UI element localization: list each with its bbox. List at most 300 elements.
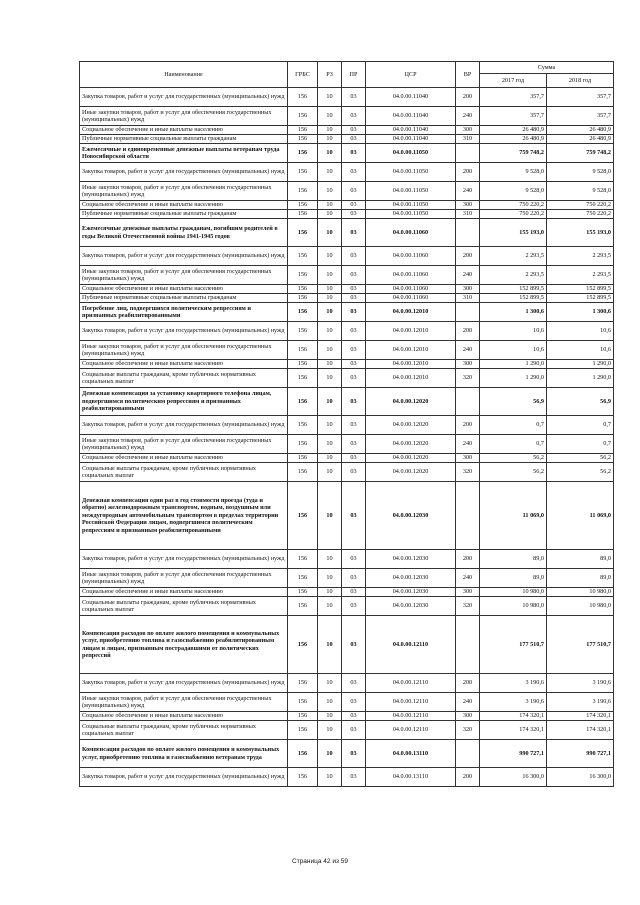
cell-pr: 03 — [342, 322, 366, 341]
cell-sum-2018: 56,2 — [547, 463, 614, 482]
cell-rz: 10 — [318, 712, 342, 721]
table-row — [80, 294, 614, 303]
cell-csr: 04.0.00.12030 — [366, 597, 456, 616]
cell-sum-2018: 174 320,1 — [547, 712, 614, 721]
cell-vr — [456, 303, 480, 322]
cell-name: Закупка товаров, работ и услуг для государственных (муниципальных) нужд — [80, 247, 288, 266]
cell-name: Социальное обеспечение и иные выплаты населению — [80, 712, 288, 721]
cell-sum-2017: 16 300,0 — [480, 768, 547, 787]
cell-rz: 10 — [318, 569, 342, 588]
cell-csr: 04.0.00.11050 — [366, 210, 456, 219]
cell-pr: 03 — [342, 303, 366, 322]
cell-name: Иные закупки товаров, работ и услуг для обеспечения государственных (муниципальных) нужд — [80, 569, 288, 588]
cell-grbs: 156 — [288, 135, 318, 144]
cell-name: Социальное обеспечение и иные выплаты населению — [80, 588, 288, 597]
cell-sum-2018: 0,7 — [547, 435, 614, 454]
cell-csr: 04.0.00.11040 — [366, 135, 456, 144]
cell-pr: 03 — [342, 721, 366, 740]
cell-csr: 04.0.00.12020 — [366, 416, 456, 435]
cell-sum-2018: 750 220,2 — [547, 210, 614, 219]
cell-sum-2018: 11 069,0 — [547, 482, 614, 550]
cell-csr: 04.0.00.11040 — [366, 107, 456, 126]
cell-sum-2017: 1 290,0 — [480, 360, 547, 369]
cell-sum-2017: 10,6 — [480, 341, 547, 360]
cell-vr — [456, 740, 480, 768]
table-row — [80, 322, 614, 341]
cell-rz: 10 — [318, 144, 342, 163]
cell-sum-2017: 2 293,5 — [480, 266, 547, 285]
cell-pr: 03 — [342, 482, 366, 550]
cell-pr: 03 — [342, 588, 366, 597]
cell-pr: 03 — [342, 135, 366, 144]
cell-sum-2017: 3 190,6 — [480, 674, 547, 693]
cell-rz: 10 — [318, 163, 342, 182]
table-row — [80, 740, 614, 768]
cell-grbs: 156 — [288, 144, 318, 163]
cell-rz: 10 — [318, 482, 342, 550]
cell-sum-2017: 10,6 — [480, 322, 547, 341]
cell-pr: 03 — [342, 550, 366, 569]
cell-pr: 03 — [342, 266, 366, 285]
cell-rz: 10 — [318, 388, 342, 416]
cell-grbs: 156 — [288, 322, 318, 341]
cell-csr: 04.0.00.13110 — [366, 768, 456, 787]
cell-vr: 300 — [456, 285, 480, 294]
cell-grbs: 156 — [288, 463, 318, 482]
table-row — [80, 674, 614, 693]
cell-grbs: 156 — [288, 674, 318, 693]
cell-vr: 320 — [456, 597, 480, 616]
cell-grbs: 156 — [288, 435, 318, 454]
cell-csr: 04.0.00.11050 — [366, 144, 456, 163]
cell-rz: 10 — [318, 597, 342, 616]
cell-sum-2017: 11 069,0 — [480, 482, 547, 550]
cell-vr: 200 — [456, 322, 480, 341]
cell-vr: 300 — [456, 201, 480, 210]
cell-rz: 10 — [318, 182, 342, 201]
table-row — [80, 369, 614, 388]
cell-name: Закупка товаров, работ и услуг для государственных (муниципальных) нужд — [80, 550, 288, 569]
cell-csr: 04.0.00.11060 — [366, 247, 456, 266]
table-body — [80, 88, 614, 787]
cell-grbs: 156 — [288, 712, 318, 721]
header-vr: ВР — [456, 62, 480, 88]
cell-sum-2018: 9 528,0 — [547, 163, 614, 182]
table-row — [80, 454, 614, 463]
cell-pr: 03 — [342, 107, 366, 126]
cell-sum-2017: 357,7 — [480, 88, 547, 107]
cell-pr: 03 — [342, 674, 366, 693]
cell-grbs: 156 — [288, 285, 318, 294]
cell-pr: 03 — [342, 597, 366, 616]
cell-pr: 03 — [342, 768, 366, 787]
cell-vr: 240 — [456, 182, 480, 201]
cell-name: Компенсация расходов по оплате жилого помещения и коммунальных услуг, приобретению топлива и газоснабжению реабилитированным лицам и лицам, признанным пострадавшими от политических репрессий — [80, 616, 288, 674]
cell-vr: 320 — [456, 721, 480, 740]
cell-csr: 04.0.00.12110 — [366, 616, 456, 674]
cell-rz: 10 — [318, 588, 342, 597]
cell-rz: 10 — [318, 247, 342, 266]
cell-pr: 03 — [342, 740, 366, 768]
cell-sum-2018: 10 980,0 — [547, 597, 614, 616]
cell-name: Социальные выплаты гражданам, кроме публичных нормативных социальных выплат — [80, 721, 288, 740]
cell-csr: 04.0.00.12020 — [366, 388, 456, 416]
cell-sum-2017: 0,7 — [480, 435, 547, 454]
cell-sum-2018: 155 193,0 — [547, 219, 614, 247]
cell-grbs: 156 — [288, 768, 318, 787]
cell-sum-2017: 10 980,0 — [480, 588, 547, 597]
cell-csr: 04.0.00.12020 — [366, 435, 456, 454]
table-row — [80, 360, 614, 369]
cell-grbs: 156 — [288, 107, 318, 126]
cell-pr: 03 — [342, 341, 366, 360]
cell-name: Социальное обеспечение и иные выплаты населению — [80, 360, 288, 369]
cell-pr: 03 — [342, 219, 366, 247]
table-row — [80, 693, 614, 712]
cell-sum-2018: 357,7 — [547, 88, 614, 107]
cell-rz: 10 — [318, 201, 342, 210]
cell-name: Социальные выплаты гражданам, кроме публичных нормативных социальных выплат — [80, 597, 288, 616]
cell-vr: 240 — [456, 341, 480, 360]
cell-name: Иные закупки товаров, работ и услуг для обеспечения государственных (муниципальных) нужд — [80, 341, 288, 360]
cell-rz: 10 — [318, 219, 342, 247]
cell-grbs: 156 — [288, 266, 318, 285]
cell-sum-2017: 1 290,0 — [480, 369, 547, 388]
cell-name: Закупка товаров, работ и услуг для государственных (муниципальных) нужд — [80, 768, 288, 787]
cell-name: Публичные нормативные социальные выплаты гражданам — [80, 210, 288, 219]
cell-rz: 10 — [318, 107, 342, 126]
cell-rz: 10 — [318, 435, 342, 454]
cell-csr: 04.0.00.11060 — [366, 266, 456, 285]
cell-name: Закупка товаров, работ и услуг для государственных (муниципальных) нужд — [80, 416, 288, 435]
cell-sum-2018: 759 748,2 — [547, 144, 614, 163]
cell-pr: 03 — [342, 435, 366, 454]
cell-rz: 10 — [318, 674, 342, 693]
cell-vr: 300 — [456, 588, 480, 597]
cell-grbs: 156 — [288, 569, 318, 588]
cell-pr: 03 — [342, 247, 366, 266]
cell-sum-2018: 1 290,0 — [547, 369, 614, 388]
cell-grbs: 156 — [288, 369, 318, 388]
cell-sum-2018: 990 727,1 — [547, 740, 614, 768]
cell-sum-2018: 89,0 — [547, 569, 614, 588]
cell-grbs: 156 — [288, 597, 318, 616]
cell-vr: 200 — [456, 163, 480, 182]
table-row — [80, 463, 614, 482]
table-row — [80, 435, 614, 454]
cell-name: Компенсация расходов по оплате жилого помещения и коммунальных услуг, приобретению топлива и газоснабжению ветеранам труда — [80, 740, 288, 768]
cell-vr — [456, 144, 480, 163]
cell-sum-2018: 177 510,7 — [547, 616, 614, 674]
cell-name: Закупка товаров, работ и услуг для государственных (муниципальных) нужд — [80, 322, 288, 341]
cell-pr: 03 — [342, 569, 366, 588]
cell-name: Закупка товаров, работ и услуг для государственных (муниципальных) нужд — [80, 163, 288, 182]
cell-rz: 10 — [318, 616, 342, 674]
cell-sum-2017: 56,9 — [480, 388, 547, 416]
cell-grbs: 156 — [288, 416, 318, 435]
cell-grbs: 156 — [288, 454, 318, 463]
table-row — [80, 219, 614, 247]
cell-pr: 03 — [342, 369, 366, 388]
cell-rz: 10 — [318, 322, 342, 341]
cell-name: Социальное обеспечение и иные выплаты населению — [80, 201, 288, 210]
header-rz: РЗ — [318, 62, 342, 88]
cell-pr: 03 — [342, 416, 366, 435]
cell-sum-2017: 2 293,5 — [480, 247, 547, 266]
cell-csr: 04.0.00.11050 — [366, 163, 456, 182]
cell-sum-2017: 56,2 — [480, 463, 547, 482]
cell-sum-2017: 152 899,5 — [480, 294, 547, 303]
cell-name: Ежемесячные денежные выплаты гражданам, погибшим родителей в годы Великой Отечественной войны 1941-1945 годов — [80, 219, 288, 247]
cell-sum-2018: 1 300,6 — [547, 303, 614, 322]
cell-grbs: 156 — [288, 550, 318, 569]
cell-rz: 10 — [318, 740, 342, 768]
cell-sum-2017: 990 727,1 — [480, 740, 547, 768]
cell-csr: 04.0.00.11060 — [366, 219, 456, 247]
budget-table — [79, 61, 614, 787]
cell-vr — [456, 388, 480, 416]
cell-sum-2017: 174 320,1 — [480, 721, 547, 740]
cell-name: Иные закупки товаров, работ и услуг для обеспечения государственных (муниципальных) нужд — [80, 693, 288, 712]
cell-rz: 10 — [318, 341, 342, 360]
cell-rz: 10 — [318, 768, 342, 787]
cell-name: Иные закупки товаров, работ и услуг для обеспечения государственных (муниципальных) нужд — [80, 435, 288, 454]
cell-sum-2018: 2 293,5 — [547, 266, 614, 285]
cell-sum-2018: 3 190,6 — [547, 674, 614, 693]
cell-sum-2018: 750 220,2 — [547, 201, 614, 210]
cell-vr: 200 — [456, 88, 480, 107]
table-row — [80, 182, 614, 201]
cell-rz: 10 — [318, 285, 342, 294]
cell-grbs: 156 — [288, 126, 318, 135]
cell-csr: 04.0.00.11060 — [366, 285, 456, 294]
cell-csr: 04.0.00.11060 — [366, 294, 456, 303]
cell-name: Закупка товаров, работ и услуг для государственных (муниципальных) нужд — [80, 88, 288, 107]
cell-sum-2018: 16 300,0 — [547, 768, 614, 787]
cell-vr — [456, 616, 480, 674]
cell-sum-2017: 152 899,5 — [480, 285, 547, 294]
cell-grbs: 156 — [288, 201, 318, 210]
cell-sum-2017: 750 220,2 — [480, 201, 547, 210]
cell-rz: 10 — [318, 126, 342, 135]
cell-sum-2018: 3 190,6 — [547, 693, 614, 712]
cell-name: Ежемесячные и единовременные денежные выплаты ветеранам труда Новосибирской области — [80, 144, 288, 163]
cell-pr: 03 — [342, 294, 366, 303]
cell-sum-2017: 750 220,2 — [480, 210, 547, 219]
table-row — [80, 597, 614, 616]
table-row — [80, 210, 614, 219]
header-csr: ЦСР — [366, 62, 456, 88]
cell-vr: 240 — [456, 435, 480, 454]
cell-name: Социальные выплаты гражданам, кроме публичных нормативных социальных выплат — [80, 463, 288, 482]
cell-rz: 10 — [318, 369, 342, 388]
cell-vr: 320 — [456, 369, 480, 388]
cell-rz: 10 — [318, 360, 342, 369]
cell-vr: 200 — [456, 550, 480, 569]
cell-csr: 04.0.00.11040 — [366, 88, 456, 107]
table-row — [80, 285, 614, 294]
table-row — [80, 569, 614, 588]
cell-pr: 03 — [342, 144, 366, 163]
cell-rz: 10 — [318, 693, 342, 712]
cell-grbs: 156 — [288, 616, 318, 674]
cell-sum-2017: 56,2 — [480, 454, 547, 463]
cell-vr: 240 — [456, 569, 480, 588]
cell-rz: 10 — [318, 303, 342, 322]
cell-csr: 04.0.00.12010 — [366, 360, 456, 369]
cell-rz: 10 — [318, 454, 342, 463]
cell-name: Социальные выплаты гражданам, кроме публичных нормативных социальных выплат — [80, 369, 288, 388]
cell-name: Социальное обеспечение и иные выплаты населению — [80, 126, 288, 135]
cell-csr: 04.0.00.12030 — [366, 482, 456, 550]
cell-pr: 03 — [342, 88, 366, 107]
cell-name: Погребение лиц, подвергшихся политическим репрессиям и признанных реабилитированными — [80, 303, 288, 322]
cell-csr: 04.0.00.13110 — [366, 740, 456, 768]
cell-vr: 240 — [456, 107, 480, 126]
table-row — [80, 550, 614, 569]
cell-csr: 04.0.00.12020 — [366, 463, 456, 482]
cell-vr — [456, 219, 480, 247]
cell-grbs: 156 — [288, 588, 318, 597]
cell-sum-2017: 174 320,1 — [480, 712, 547, 721]
cell-name: Денежная компенсация за установку квартирного телефона лицам, подвергшимся политическим репрессиям и признанных реабилитированными — [80, 388, 288, 416]
header-year-2017: 2017 год — [480, 74, 547, 88]
cell-sum-2018: 89,0 — [547, 550, 614, 569]
page-number: Страница 42 из 59 — [292, 858, 348, 865]
cell-sum-2018: 152 899,5 — [547, 294, 614, 303]
cell-grbs: 156 — [288, 482, 318, 550]
cell-rz: 10 — [318, 88, 342, 107]
cell-sum-2018: 56,9 — [547, 388, 614, 416]
cell-rz: 10 — [318, 721, 342, 740]
cell-grbs: 156 — [288, 360, 318, 369]
cell-sum-2017: 26 480,9 — [480, 135, 547, 144]
cell-pr: 03 — [342, 454, 366, 463]
cell-pr: 03 — [342, 616, 366, 674]
cell-pr: 03 — [342, 201, 366, 210]
cell-grbs: 156 — [288, 88, 318, 107]
cell-sum-2017: 89,0 — [480, 550, 547, 569]
table-row — [80, 126, 614, 135]
table-row — [80, 416, 614, 435]
cell-sum-2018: 26 480,9 — [547, 135, 614, 144]
cell-csr: 04.0.00.12010 — [366, 341, 456, 360]
table-row — [80, 303, 614, 322]
table-row — [80, 88, 614, 107]
cell-sum-2017: 9 528,0 — [480, 182, 547, 201]
cell-vr: 200 — [456, 674, 480, 693]
cell-vr: 310 — [456, 210, 480, 219]
cell-csr: 04.0.00.12110 — [366, 721, 456, 740]
table-row — [80, 266, 614, 285]
cell-pr: 03 — [342, 388, 366, 416]
cell-sum-2018: 56,2 — [547, 454, 614, 463]
cell-sum-2018: 10 980,0 — [547, 588, 614, 597]
header-name: Наименование — [80, 62, 288, 88]
cell-rz: 10 — [318, 266, 342, 285]
cell-rz: 10 — [318, 135, 342, 144]
cell-grbs: 156 — [288, 721, 318, 740]
cell-rz: 10 — [318, 294, 342, 303]
cell-vr: 240 — [456, 693, 480, 712]
cell-csr: 04.0.00.11050 — [366, 201, 456, 210]
cell-name: Закупка товаров, работ и услуг для государственных (муниципальных) нужд — [80, 674, 288, 693]
table-row — [80, 482, 614, 550]
cell-name: Иные закупки товаров, работ и услуг для обеспечения государственных (муниципальных) нужд — [80, 266, 288, 285]
cell-csr: 04.0.00.12010 — [366, 322, 456, 341]
cell-pr: 03 — [342, 182, 366, 201]
cell-rz: 10 — [318, 210, 342, 219]
cell-sum-2018: 2 293,5 — [547, 247, 614, 266]
cell-vr: 310 — [456, 135, 480, 144]
table-row — [80, 201, 614, 210]
cell-csr: 04.0.00.12030 — [366, 588, 456, 597]
table-row — [80, 712, 614, 721]
cell-rz: 10 — [318, 463, 342, 482]
header-sum: Сумма — [480, 62, 614, 74]
cell-grbs: 156 — [288, 341, 318, 360]
cell-sum-2017: 0,7 — [480, 416, 547, 435]
table-row — [80, 107, 614, 126]
cell-pr: 03 — [342, 210, 366, 219]
cell-sum-2017: 1 300,6 — [480, 303, 547, 322]
cell-vr: 300 — [456, 712, 480, 721]
cell-vr: 200 — [456, 416, 480, 435]
cell-grbs: 156 — [288, 247, 318, 266]
cell-rz: 10 — [318, 550, 342, 569]
cell-grbs: 156 — [288, 210, 318, 219]
cell-name: Иные закупки товаров, работ и услуг для обеспечения государственных (муниципальных) нужд — [80, 182, 288, 201]
table-row — [80, 144, 614, 163]
cell-name: Денежная компенсация один раз в год стоимости проезда (туда и обратно) железнодорожным транспортом, водным, воздушным или междугородным автомобильным транспортом в пределах территории Российской Федерации лицам, подвергшимся политическим репрессиям и признанным реабилитированными — [80, 482, 288, 550]
cell-pr: 03 — [342, 712, 366, 721]
cell-vr: 200 — [456, 768, 480, 787]
cell-csr: 04.0.00.12110 — [366, 693, 456, 712]
cell-grbs: 156 — [288, 294, 318, 303]
cell-pr: 03 — [342, 163, 366, 182]
cell-pr: 03 — [342, 285, 366, 294]
cell-csr: 04.0.00.12030 — [366, 569, 456, 588]
table-row — [80, 163, 614, 182]
cell-csr: 04.0.00.11040 — [366, 126, 456, 135]
cell-vr — [456, 482, 480, 550]
cell-csr: 04.0.00.12010 — [366, 369, 456, 388]
cell-pr: 03 — [342, 126, 366, 135]
table-row — [80, 588, 614, 597]
cell-grbs: 156 — [288, 219, 318, 247]
cell-csr: 04.0.00.12110 — [366, 712, 456, 721]
cell-vr: 200 — [456, 247, 480, 266]
cell-sum-2018: 357,7 — [547, 107, 614, 126]
cell-name: Социальное обеспечение и иные выплаты населению — [80, 285, 288, 294]
cell-name: Социальное обеспечение и иные выплаты населению — [80, 454, 288, 463]
table-row — [80, 247, 614, 266]
cell-csr: 04.0.00.12010 — [366, 303, 456, 322]
cell-vr: 300 — [456, 126, 480, 135]
cell-name: Иные закупки товаров, работ и услуг для обеспечения государственных (муниципальных) нужд — [80, 107, 288, 126]
cell-sum-2018: 10,6 — [547, 322, 614, 341]
table-row — [80, 616, 614, 674]
cell-sum-2018: 26 480,9 — [547, 126, 614, 135]
cell-grbs: 156 — [288, 693, 318, 712]
cell-csr: 04.0.00.12030 — [366, 550, 456, 569]
cell-grbs: 156 — [288, 303, 318, 322]
cell-name: Публичные нормативные социальные выплаты гражданам — [80, 135, 288, 144]
cell-name: Публичные нормативные социальные выплаты гражданам — [80, 294, 288, 303]
cell-pr: 03 — [342, 693, 366, 712]
cell-pr: 03 — [342, 463, 366, 482]
cell-grbs: 156 — [288, 388, 318, 416]
